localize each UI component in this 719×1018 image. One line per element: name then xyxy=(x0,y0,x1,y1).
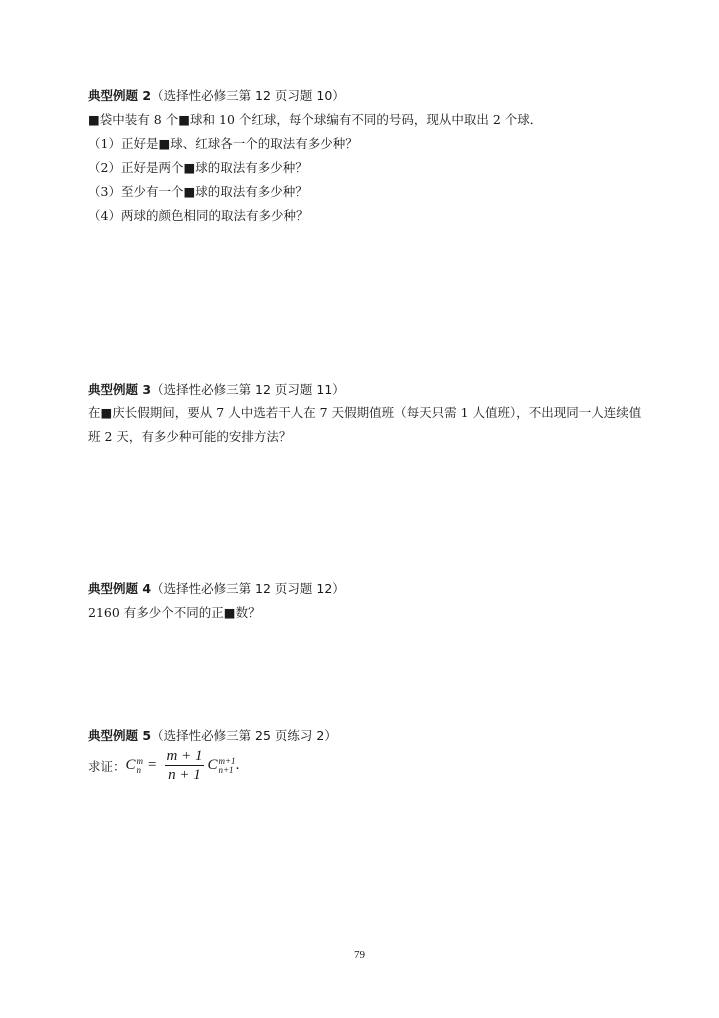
example-2-question-4: （4）两球的颜色相同的取法有多少种？ xyxy=(88,208,309,223)
lhs-indices xyxy=(137,757,144,775)
example-3-heading xyxy=(88,381,649,399)
example-2-heading xyxy=(88,87,649,105)
example-3-title: 典型例题 3 xyxy=(88,382,152,397)
rhs-superscript: m+1 xyxy=(218,755,236,766)
lhs-subscript: n xyxy=(136,764,142,775)
example-2-title: 典型例题 2 xyxy=(88,88,152,103)
fraction-denominator: n + 1 xyxy=(168,767,201,783)
identity-formula xyxy=(126,748,240,783)
example-2-question-1: （1）正好是■球、红球各一个的取法有多少种？ xyxy=(88,136,358,151)
example-2-question-2: （2）正好是两个■球的取法有多少种？ xyxy=(88,160,308,175)
example-5-source: （选择性必修三第 25 页练习 2） xyxy=(151,728,337,743)
example-5-statement xyxy=(88,748,649,783)
example-2-question-3: （3）至少有一个■球的取法有多少种？ xyxy=(88,184,308,199)
formula-end-period: . xyxy=(235,757,240,773)
example-4 xyxy=(88,580,649,622)
example-3 xyxy=(88,381,649,449)
fraction xyxy=(165,748,205,783)
example-5-heading xyxy=(88,727,649,745)
example-4-source: （选择性必修三第 12 页习题 12） xyxy=(151,581,345,596)
example-2-stem: ■袋中装有 8 个■球和 10 个红球，每个球编有不同的号码，现从中取出 2 个球． xyxy=(88,112,543,127)
lhs-superscript: m xyxy=(136,755,144,766)
example-5-prefix: 求证： xyxy=(88,758,126,774)
rhs-subscript: n+1 xyxy=(218,764,234,775)
example-3-stem: 在■庆长假期间，要从 7 人中选若干人在 7 天假期值班（每天只需 1 人值班），不出现同一人连续值班 2 天，有多少种可能的安排方法？ xyxy=(88,405,642,444)
fraction-numerator: m + 1 xyxy=(166,748,203,764)
example-2 xyxy=(88,87,649,225)
rhs-indices xyxy=(218,757,235,775)
example-5-title: 典型例题 5 xyxy=(88,728,152,743)
example-4-heading xyxy=(88,580,649,598)
rhs-combination-base: C xyxy=(207,757,218,773)
example-2-source: （选择性必修三第 12 页习题 10） xyxy=(151,88,345,103)
example-5 xyxy=(88,727,649,783)
page-number: 79 xyxy=(354,949,365,961)
lhs-combination-base: C xyxy=(125,757,136,773)
equals-sign: = xyxy=(148,757,157,773)
example-4-stem: 2160 有多少个不同的正■数？ xyxy=(88,605,261,620)
example-4-title: 典型例题 4 xyxy=(88,581,152,596)
example-3-source: （选择性必修三第 12 页习题 11） xyxy=(151,382,345,397)
